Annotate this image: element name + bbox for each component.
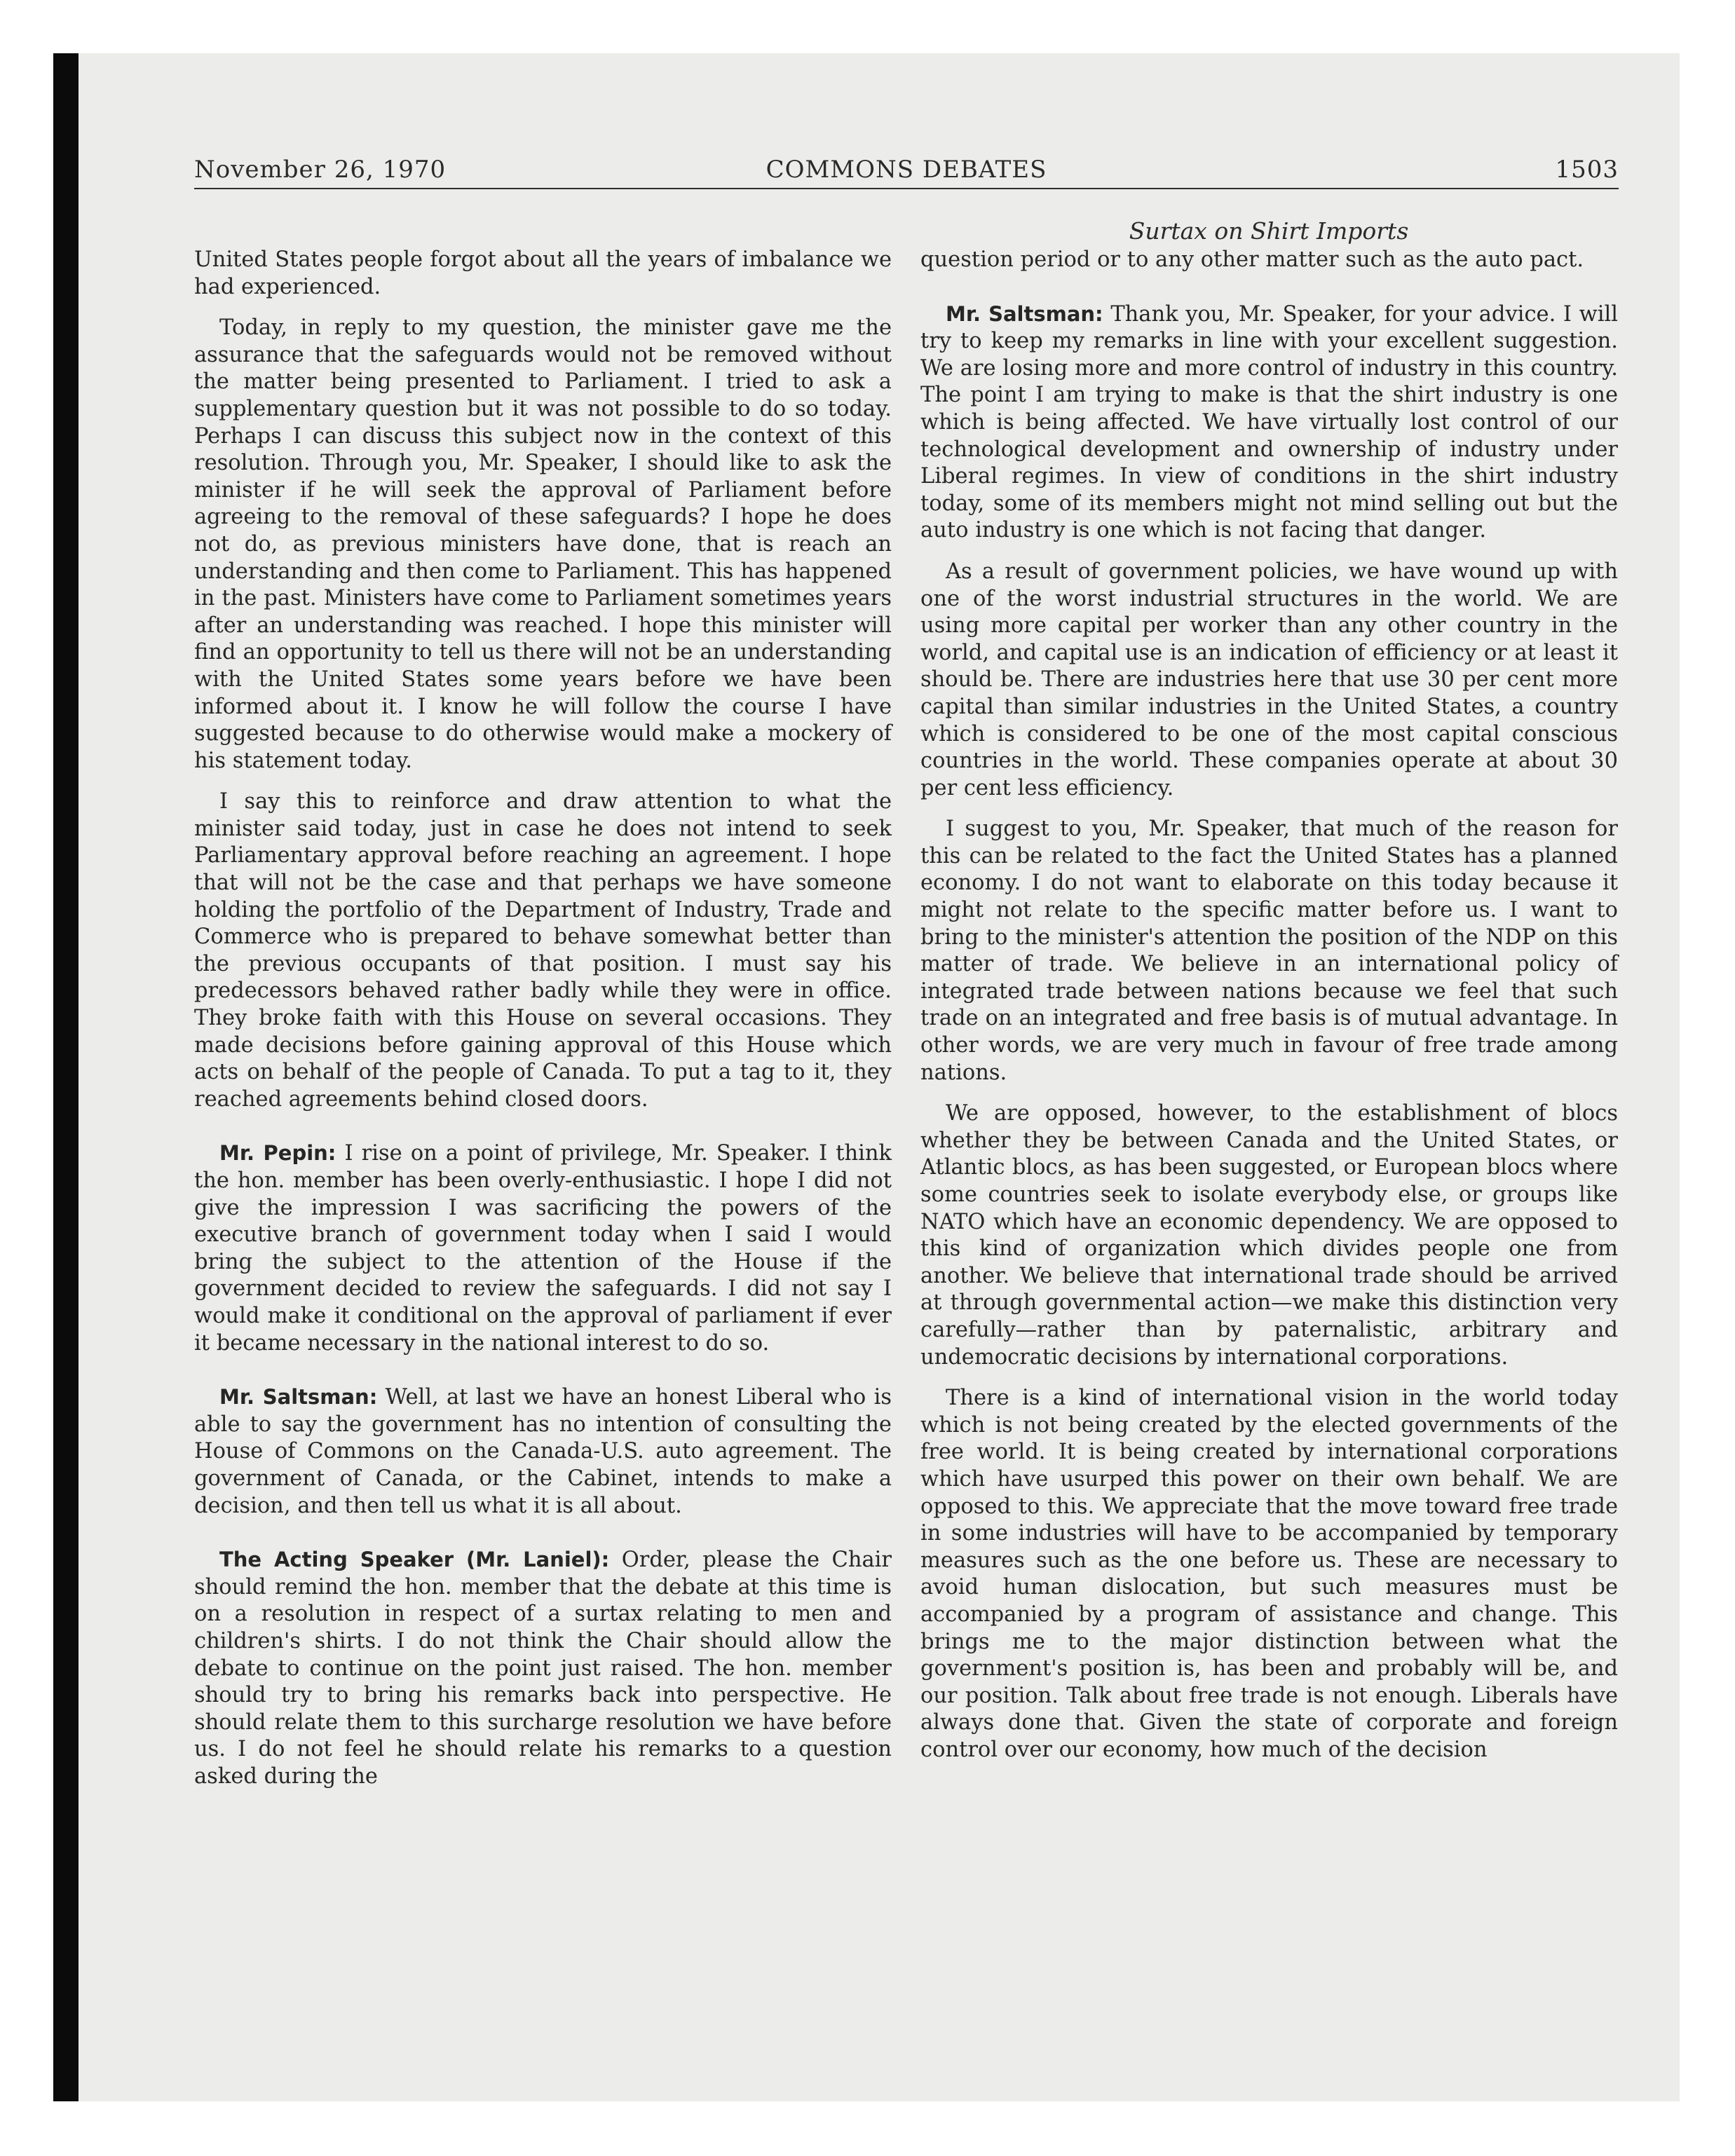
paragraph: United States people forgot about all the years of imbalance we had experienced. — [194, 247, 892, 299]
speaker-name: Mr. Saltsman: — [219, 1385, 378, 1410]
paragraph: I suggest to you, Mr. Speaker, that much of the reason for this can be related to the fact the United States has a planned economy. I do not want to elaborate on this today because it might not relate to the specific matter before us. I want to bring to the minister's attention the position of the NDP on this matter of trade. We believe in an international policy of integrated trade between nations because we feel that such trade on an integrated and free basis is of mutual advantage. In other words, we are very much in favour of free trade among nations. — [920, 817, 1618, 1085]
speaker-name: Mr. Pepin: — [219, 1141, 336, 1166]
speech-saltsman — [194, 1384, 892, 1520]
scan-edge — [53, 53, 79, 2101]
page-header — [194, 153, 1619, 189]
paragraph: We are opposed, however, to the establishment of blocs whether they be between Canada and the United States, or Atlantic blocs, as has been suggested, or European blocs where some countries seek to isolate everybody else, or groups like NATO which have an economic dependency. We are opposed to this kind of organization which divides people one from another. We believe that international trade should be arrived at through governmental action—we make this distinction very carefully—rather than by paternalistic, arbitrary and undemocratic decisions by international corporations. — [920, 1101, 1618, 1370]
speech-text: Thank you, Mr. Speaker, for your advice. I will try to keep my remarks in line with your excellent suggestion. We are losing more and more control of industry in this country. The point I am trying to make is that the shirt industry is one which is being affected. We have virtually lost control of our technological development and ownership of industry under Liberal regimes. In view of conditions in the shirt industry today, some of its members might not mind selling out but the auto industry is one which is not facing that danger. — [920, 301, 1618, 543]
speech-text: Order, please the Chair should remind the hon. member that the debate at this time is on a resolution in respect of a surtax relating to men and children's shirts. I do not think the Chair should allow the debate to continue on the point just raised. The hon. member should try to bring his remarks back into perspective. He should relate them to this surcharge resolution we have before us. I do not feel he should relate his remarks to a question asked during the — [194, 1548, 892, 1789]
paragraph: Today, in reply to my question, the minister gave me the assurance that the safeguards would not be removed without the matter being presented to Parliament. I tried to ask a supplementary question but it was not possible to do so today. Perhaps I can discuss this subject now in the context of this resolution. Through you, Mr. Speaker, I should like to ask the minister if he will seek the approval of Parliament before agreeing to the removal of these safeguards? I hope he does not do, as previous ministers have done, that is reach an understanding and then come to Parliament. This has happened in the past. Ministers have come to Parliament sometimes years after an understanding was reached. I hope this minister will find an opportunity to tell us there will not be an understanding with the United States some years before we have been informed about it. I know he will follow the course I have suggested because to do otherwise would make a mockery of his statement today. — [194, 315, 892, 773]
speaker-name: Mr. Saltsman: — [946, 301, 1103, 326]
right-column — [920, 247, 1618, 1778]
running-title: Surtax on Shirt Imports — [1129, 217, 1409, 245]
paragraph: There is a kind of international vision in the world today which is not being created by the elected governments of the free world. It is being created by international corporations which have usurped this power on their own behalf. We are opposed to this. We appreciate that the move toward free trade in some industries will have to be accompanied by temporary measures such as the one before us. These are necessary to avoid human dislocation, but such measures must be accompanied by a program of assistance and change. This brings me to the major distinction between what the government's position is, has been and probably will be, and our position. Talk about free trade is not enough. Liberals have always done that. Given the state of corporate and foreign control over our economy, how much of the decision — [920, 1386, 1618, 1762]
header-date: November 26, 1970 — [194, 156, 447, 184]
speech-acting-speaker — [194, 1546, 892, 1790]
paragraph: I say this to reinforce and draw attention to what the minister said today, just in case he does not intend to seek Parliamentary approval before reaching an agreement. I hope that will not be the case and that perhaps we have someone holding the portfolio of the Department of Industry, Trade and Commerce who is prepared to behave somewhat better than the previous occupants of that position. I must say his predecessors behaved rather badly while they were in office. They broke faith with this House on several occasions. They made decisions before gaining approval of this House which acts on behalf of the people of Canada. To put a tag to it, they reached agreements behind closed doors. — [194, 789, 892, 1112]
speech-text: I rise on a point of privilege, Mr. Speaker. I think the hon. member has been overly-enthusiastic. I hope I did not give the impression I was sacrificing the powers of the executive branch of government today when I said I would bring the subject to the attention of the House if the government decided to review the safeguards. I did not say I would make it conditional on the approval of parliament if ever it became necessary in the national interest to do so. — [194, 1141, 892, 1356]
speech-text: Well, at last we have an honest Liberal who is able to say the government has no intention of consulting the House of Commons on the Canada-U.S. auto agreement. The government of Canada, or the Cabinet, intends to make a decision, and then tell us what it is all about. — [194, 1385, 892, 1518]
speaker-name: The Acting Speaker (Mr. Laniel): — [219, 1548, 610, 1572]
speech-saltsman — [920, 301, 1618, 545]
header-title: COMMONS DEBATES — [766, 156, 1047, 184]
left-column — [194, 247, 892, 1804]
header-page-number: 1503 — [1555, 156, 1619, 184]
speech-pepin — [194, 1140, 892, 1357]
paragraph: question period or to any other matter such as the auto pact. — [920, 247, 1584, 272]
paragraph: As a result of government policies, we have wound up with one of the worst industrial structures in the world. We are using more capital per worker than any other country in the world, and capital use is an indication of efficiency or at least it should be. There are industries here that use 30 per cent more capital than similar industries in the United States, a country which is considered to be one of the most capital conscious countries in the world. These companies operate at about 30 per cent less efficiency. — [920, 559, 1618, 800]
